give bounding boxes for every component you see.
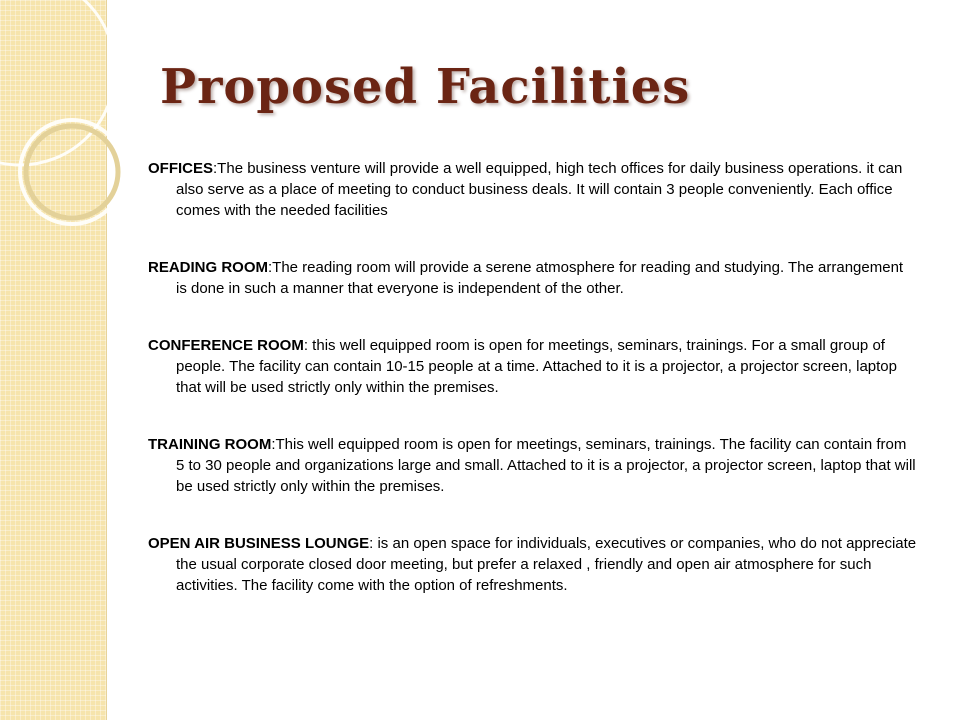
facility-description: :The reading room will provide a serene atmosphere for reading and studying. The arrangement is done in such a manner that everyone is independent of the other.	[176, 259, 904, 297]
facility-training-room	[148, 434, 918, 497]
facility-description: :This well equipped room is open for meetings, seminars, trainings. The facility can contain from 5 to 30 people and organizations large and small. Attached to it is a projector, a projector screen, laptop that will be used strictly only within the premises.	[176, 436, 916, 495]
facility-heading: TRAINING ROOM	[148, 436, 272, 453]
facility-heading: CONFERENCE ROOM	[148, 337, 304, 354]
facility-heading: READING ROOM	[148, 259, 268, 276]
facility-description: :The business venture will provide a well equipped, high tech offices for daily business operations. it can also serve as a place of meeting to conduct business deals. It will contain 3 people conveniently. Each office comes with the needed facilities	[176, 160, 903, 219]
decorative-side-panel	[0, 0, 107, 720]
facility-open-air-lounge	[148, 533, 918, 596]
facility-description: : this well equipped room is open for meetings, seminars, trainings. For a small group of people. The facility can contain 10-15 people at a time. Attached to it is a projector, a projector screen, laptop that will be used strictly only within the premises.	[176, 337, 897, 396]
facility-conference-room	[148, 335, 918, 398]
facility-heading: OPEN AIR BUSINESS LOUNGE	[148, 535, 370, 552]
facility-offices	[148, 158, 918, 221]
facility-heading: OFFICES	[148, 160, 214, 177]
facilities-list	[148, 158, 918, 632]
decorative-rings	[0, 0, 160, 260]
facility-reading-room	[148, 257, 918, 299]
slide-title: Proposed Facilities	[160, 59, 691, 115]
facility-description: : is an open space for individuals, executives or companies, who do not appreciate the usual corporate closed door meeting, but prefer a relaxed , friendly and open air atmosphere for such activities. The facility come with the option of refreshments.	[176, 535, 917, 594]
